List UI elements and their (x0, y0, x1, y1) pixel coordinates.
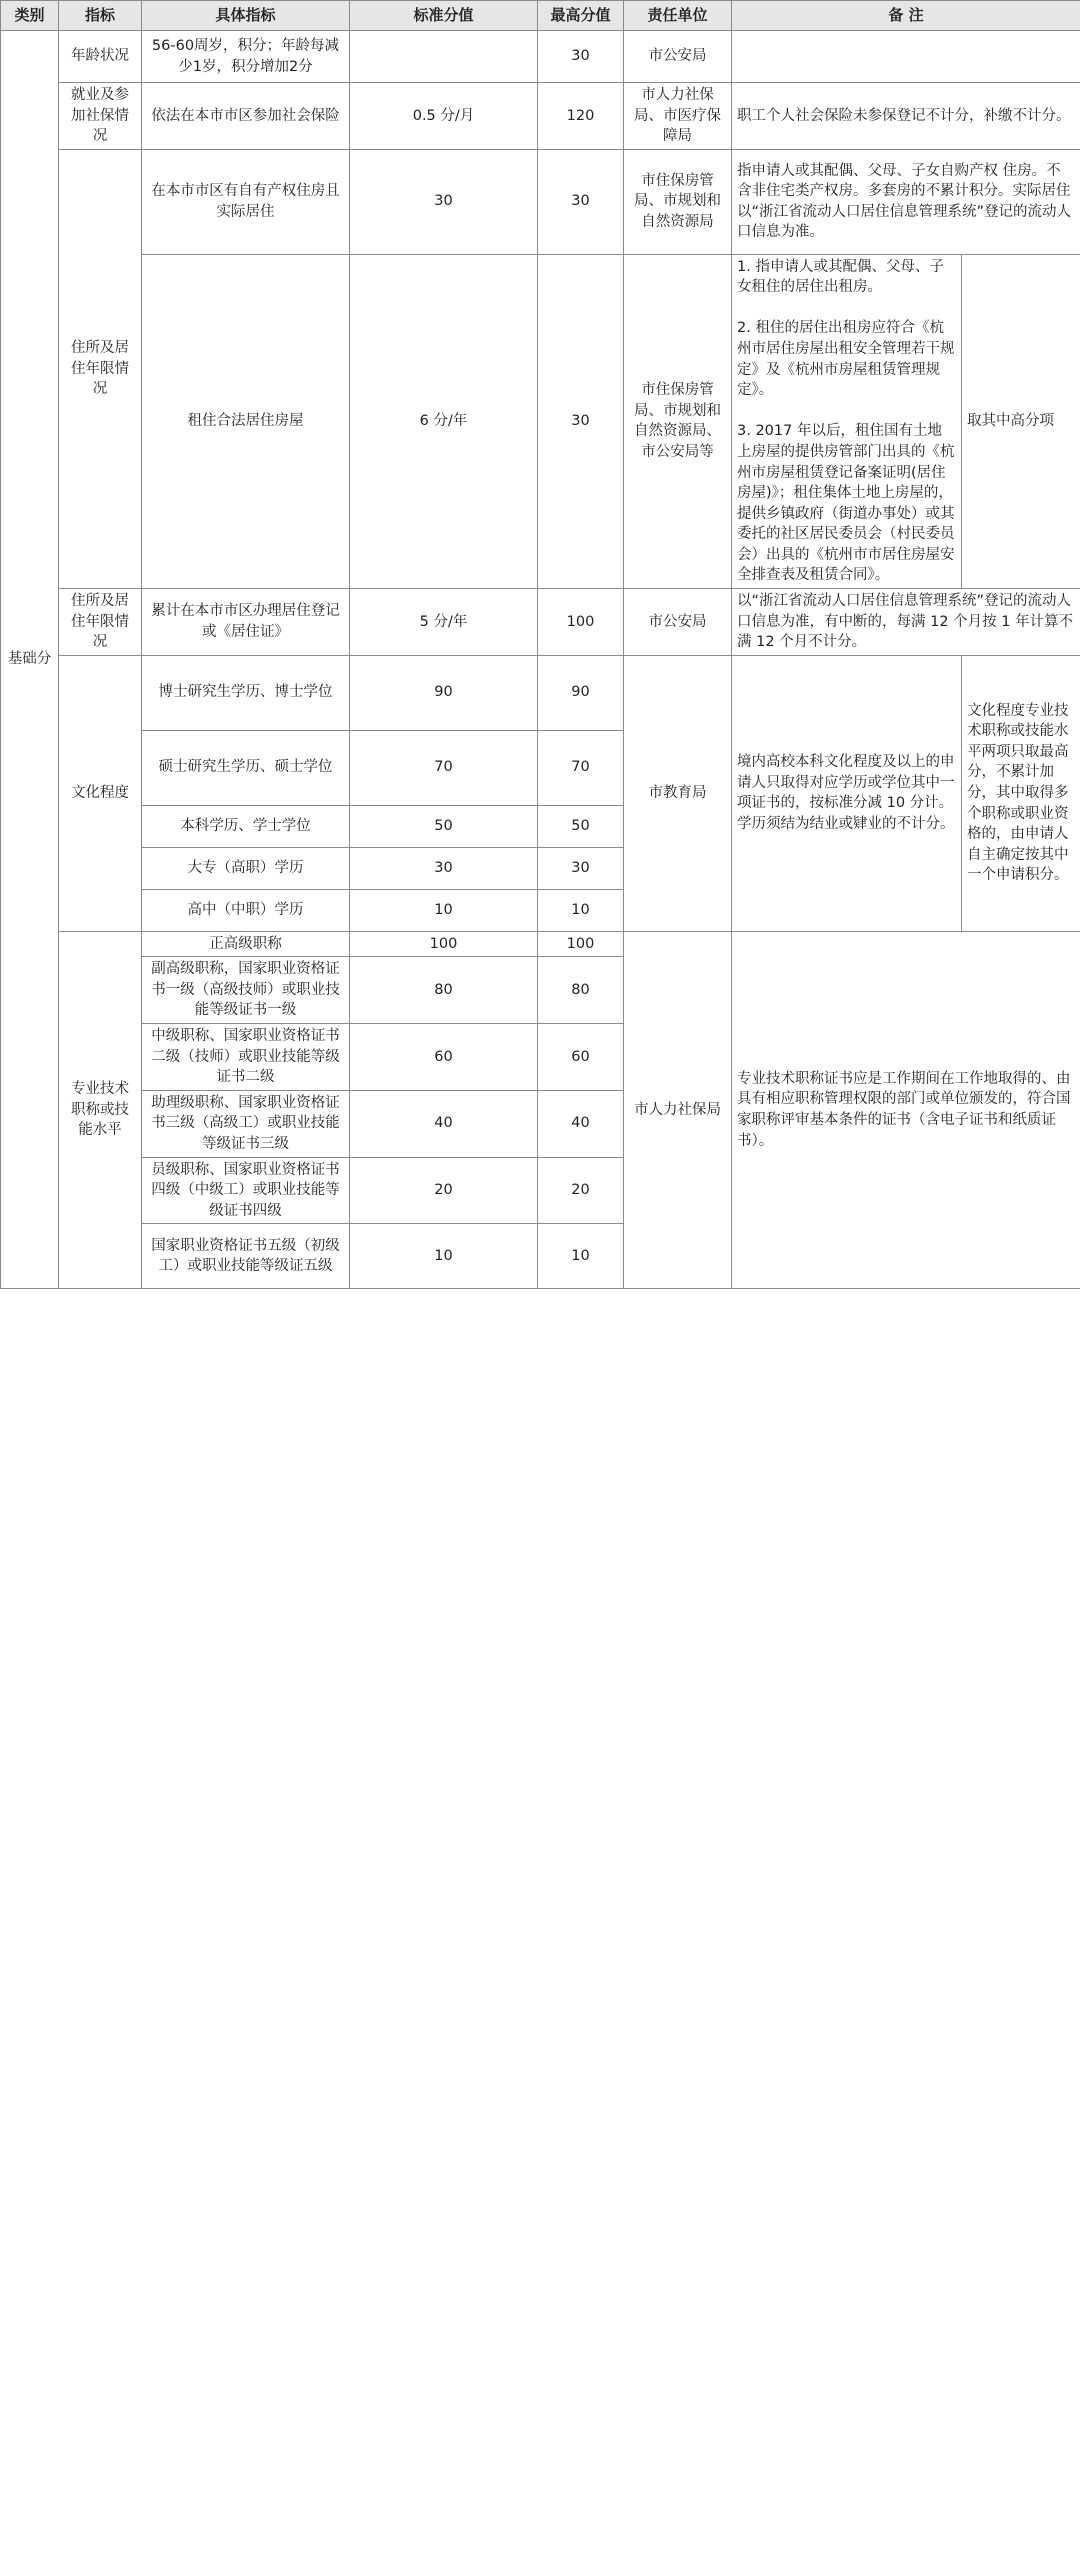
max-cell: 120 (538, 83, 624, 150)
detail-cell: 大专（高职）学历 (142, 847, 350, 889)
detail-cell: 正高级职称 (142, 931, 350, 957)
standard-cell: 0.5 分/月 (350, 83, 538, 150)
detail-cell: 租住合法居住房屋 (142, 254, 350, 588)
table-row (1, 931, 1080, 957)
remark-cell (732, 31, 1080, 83)
detail-cell: 国家职业资格证书五级（初级工）或职业技能等级证五级 (142, 1224, 350, 1289)
header-remark: 备 注 (732, 1, 1080, 31)
unit-cell: 市住保房管局、市规划和自然资源局 (624, 149, 732, 254)
unit-cell: 市教育局 (624, 655, 732, 931)
unit-cell: 市公安局 (624, 588, 732, 655)
standard-cell: 5 分/年 (350, 588, 538, 655)
indicator-residence: 住所及居住年限情况 (59, 588, 142, 655)
max-cell: 30 (538, 847, 624, 889)
standard-cell: 30 (350, 149, 538, 254)
max-cell: 10 (538, 1224, 624, 1289)
unit-cell: 市住保房管局、市规划和自然资源局、市公安局等 (624, 254, 732, 588)
standard-cell: 80 (350, 957, 538, 1024)
remark-cell: 专业技术职称证书应是工作期间在工作地取得的、由具有相应职称管理权限的部门或单位颁发的，符合国家职称评审基本条件的证书（含电子证书和纸质证书）。 (732, 931, 1080, 1289)
header-category: 类别 (1, 1, 59, 31)
standard-cell: 40 (350, 1090, 538, 1157)
max-cell: 60 (538, 1024, 624, 1091)
detail-cell: 硕士研究生学历、硕士学位 (142, 730, 350, 805)
standard-cell: 20 (350, 1157, 538, 1224)
remark-cell: 境内高校本科文化程度及以上的申请人只取得对应学历或学位其中一项证书的，按标准分减 10 分计。学历须结为结业或肄业的不计分。 (732, 655, 962, 931)
indicator-age: 年龄状况 (59, 31, 142, 83)
standard-cell: 10 (350, 1224, 538, 1289)
remark-cell: 1. 指申请人或其配偶、父母、子女租住的居住出租房。 2. 租住的居住出租房应符合《杭州市居住房屋出租安全管理若干规定》及《杭州市房屋租赁管理规定》。 3. 2017 年以后，租住国有土地上房屋的提供房管部门出具的《杭州市房屋租赁登记备案证明(居住房屋)》；租住集体土地上房屋的，提供乡镇政府（街道办事处）或其委托的社区居民委员会（村民委员会）出具的《杭州市市居住房屋安全排查表及租赁合同》。 (732, 254, 962, 588)
table-header-row (1, 1, 1080, 31)
max-cell: 40 (538, 1090, 624, 1157)
max-cell: 30 (538, 254, 624, 588)
remark-extra-cell: 取其中高分项 (962, 254, 1080, 588)
detail-cell: 高中（中职）学历 (142, 889, 350, 931)
detail-cell: 累计在本市市区办理居住登记或《居住证》 (142, 588, 350, 655)
remark-cell: 以“浙江省流动人口居住信息管理系统”登记的流动人口信息为准，有中断的，每满 12 个月按 1 年计算不满 12 个月不计分。 (732, 588, 1080, 655)
max-cell: 10 (538, 889, 624, 931)
max-cell: 80 (538, 957, 624, 1024)
standard-cell: 60 (350, 1024, 538, 1091)
standard-cell (350, 31, 538, 83)
table-row (1, 31, 1080, 83)
remark-cell: 职工个人社会保险未参保登记不计分，补缴不计分。 (732, 83, 1080, 150)
max-cell: 20 (538, 1157, 624, 1224)
standard-cell: 70 (350, 730, 538, 805)
indicator-title: 专业技术职称或技能水平 (59, 931, 142, 1289)
standard-cell: 90 (350, 655, 538, 730)
table-row (1, 254, 1080, 588)
max-cell: 100 (538, 931, 624, 957)
table-row (1, 83, 1080, 150)
max-cell: 30 (538, 149, 624, 254)
remark-cell: 指申请人或其配偶、父母、子女自购产权 住房。不含非住宅类产权房。多套房的不累计积分。实际居住以“浙江省流动人口居住信息管理系统”登记的流动人口信息为准。 (732, 149, 1080, 254)
detail-cell: 博士研究生学历、博士学位 (142, 655, 350, 730)
max-cell: 30 (538, 31, 624, 83)
standard-cell: 50 (350, 805, 538, 847)
max-cell: 100 (538, 588, 624, 655)
standard-cell: 6 分/年 (350, 254, 538, 588)
indicator-education: 文化程度 (59, 655, 142, 931)
header-indicator: 指标 (59, 1, 142, 31)
detail-cell: 依法在本市市区参加社会保险 (142, 83, 350, 150)
remark-extra-cell: 文化程度专业技术职称或技能水平两项只取最高分，不累计加分，其中取得多个职称或职业资格的，由申请人自主确定按其中一个申请积分。 (962, 655, 1080, 931)
category-basic: 基础分 (1, 31, 59, 1289)
table-row (1, 149, 1080, 254)
header-detail: 具体指标 (142, 1, 350, 31)
unit-cell: 市公安局 (624, 31, 732, 83)
header-unit: 责任单位 (624, 1, 732, 31)
header-standard: 标准分值 (350, 1, 538, 31)
detail-cell: 中级职称、国家职业资格证书二级（技师）或职业技能等级证书二级 (142, 1024, 350, 1091)
detail-cell: 在本市市区有自有产权住房且实际居住 (142, 149, 350, 254)
indicator-social-insurance: 就业及参加社保情况 (59, 83, 142, 150)
unit-cell: 市人力社保局 (624, 931, 732, 1289)
standard-cell: 100 (350, 931, 538, 957)
max-cell: 70 (538, 730, 624, 805)
table-row (1, 655, 1080, 730)
max-cell: 50 (538, 805, 624, 847)
detail-cell: 副高级职称，国家职业资格证书一级（高级技师）或职业技能等级证书一级 (142, 957, 350, 1024)
detail-cell: 员级职称、国家职业资格证书四级（中级工）或职业技能等级证书四级 (142, 1157, 350, 1224)
indicator-housing: 住所及居住年限情况 (59, 149, 142, 588)
detail-cell: 56-60周岁，积分；年龄每减少1岁，积分增加2分 (142, 31, 350, 83)
unit-cell: 市人力社保局、市医疗保障局 (624, 83, 732, 150)
header-max: 最高分值 (538, 1, 624, 31)
detail-cell: 助理级职称、国家职业资格证书三级（高级工）或职业技能等级证书三级 (142, 1090, 350, 1157)
detail-cell: 本科学历、学士学位 (142, 805, 350, 847)
standard-cell: 10 (350, 889, 538, 931)
table-row (1, 588, 1080, 655)
standard-cell: 30 (350, 847, 538, 889)
max-cell: 90 (538, 655, 624, 730)
